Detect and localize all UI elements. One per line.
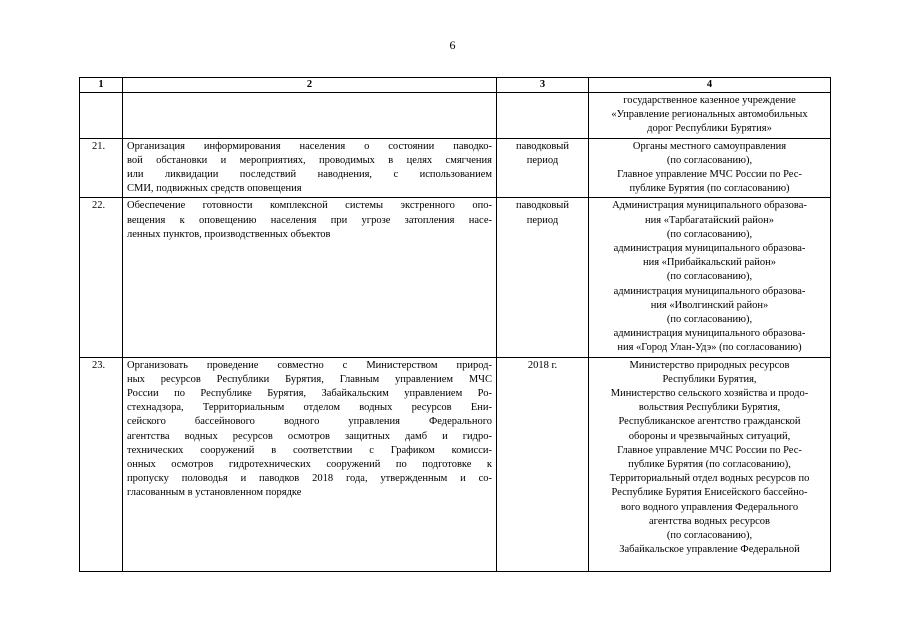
row-number: 22. (80, 198, 123, 357)
activity-cell-line: стехнадзора, Территориальным отделом водных ресурсов Ени- (127, 402, 492, 414)
period-cell (497, 357, 589, 571)
responsible-cell-line: (по согласованию), (666, 154, 753, 166)
responsible-cell-line: вольствия Республики Бурятия, (638, 402, 781, 414)
header-col-1: 1 (80, 78, 123, 93)
table-row (80, 198, 831, 357)
responsible-cell-line: ния «Иволгинский район» (650, 299, 769, 311)
activity-cell (123, 93, 497, 139)
responsible-cell-line: Республики Бурятия, (662, 373, 757, 385)
activity-cell-line: технических сооружений в соответствии с Графиком комисси- (127, 444, 492, 456)
responsible-cell-line: дорог Республики Бурятия» (647, 123, 772, 135)
responsible-cell-line: вого водного управления Федерального (620, 501, 799, 513)
activity-cell-line: пропуску половодья и паводков 2018 года, утвержденным и со- (127, 473, 492, 485)
row-number (80, 93, 123, 139)
responsible-cell-line: Главное управление МЧС России по Рес- (617, 169, 802, 181)
responsible-cell-line: администрация муниципального образова- (613, 285, 806, 297)
responsible-cell-line: Забайкальское управление Федеральной (619, 544, 800, 556)
responsible-cell-line: администрация муниципального образова- (613, 243, 806, 255)
responsible-cell-line: обороны и чрезвычайных ситуаций, (628, 430, 791, 442)
activity-cell-line: ных ресурсов Республики Бурятия, Главным управлением МЧС (127, 373, 492, 385)
responsible-cell-line: Республиканское агентство гражданской (618, 416, 801, 428)
period-cell (497, 138, 589, 198)
activity-cell-line: гласованным в установленном порядке (127, 487, 302, 499)
row-number: 23. (80, 357, 123, 571)
responsible-cell-line: администрация муниципального образова- (613, 328, 806, 340)
header-row (80, 78, 831, 93)
responsible-cell-line: Органы местного самоуправления (632, 140, 787, 152)
responsible-cell-line: Территориальный отдел водных ресурсов по (609, 473, 810, 485)
header-col-2: 2 (123, 78, 497, 93)
table-row (80, 93, 831, 139)
responsible-cell-line: Республике Бурятия Енисейского бассейно- (611, 487, 808, 499)
responsible-cell (589, 357, 831, 571)
responsible-cell-line: (по согласованию), (666, 314, 753, 326)
responsible-cell-line: публике Бурятия (по согласованию) (629, 183, 790, 195)
page-number: 6 (449, 38, 456, 52)
activity-cell-line: или ликвидации последствий наводнения, с использованием (127, 169, 492, 181)
header-col-3: 3 (497, 78, 589, 93)
responsible-cell-line: публике Бурятия (по согласованию), (628, 459, 791, 471)
responsible-cell-line: Министерство природных ресурсов (629, 359, 790, 371)
responsible-cell-line: ния «Тарбагатайский район» (645, 214, 774, 226)
period-cell-line: 2018 г. (527, 359, 558, 371)
activity-cell-line: Организовать проведение совместно с Министерством природ- (127, 359, 492, 371)
responsible-cell-line: Министерство сельского хозяйства и продо- (610, 388, 809, 400)
activity-cell-line: агентства водных ресурсов осмотров защитных дамб и гидро- (127, 430, 492, 442)
activity-cell-line: онных осмотров гидротехнических сооружений по подготовке к (127, 459, 492, 471)
responsible-cell-line: ния «Город Улан-Удэ» (по согласованию) (617, 342, 802, 354)
activity-cell (123, 357, 497, 571)
responsible-cell-line: «Управление региональных автомобильных (611, 109, 808, 121)
activity-cell-line: вой обстановки и мероприятиях, проводимых в целях смягчения (127, 154, 492, 166)
responsible-cell-line: Главное управление МЧС России по Рес- (617, 444, 802, 456)
activity-cell-line: Организация информирования населения о состоянии паводко- (127, 140, 492, 152)
period-cell (497, 93, 589, 139)
responsible-cell-line: Администрация муниципального образова- (612, 200, 807, 212)
activity-cell (123, 198, 497, 357)
period-cell (497, 198, 589, 357)
period-cell-line: период (526, 214, 559, 226)
responsible-cell-line: (по согласованию), (666, 271, 753, 283)
measures-table (79, 77, 831, 572)
responsible-cell (589, 198, 831, 357)
activity-cell-line: сейского бассейнового водного управления Федерального (127, 416, 492, 428)
table-row (80, 357, 831, 571)
activity-cell-line: России по Республике Бурятия, Забайкальским управлением Ро- (127, 388, 492, 400)
activity-cell-line: СМИ, подвижных средств оповещения (127, 183, 302, 195)
responsible-cell (589, 93, 831, 139)
activity-cell (123, 138, 497, 198)
period-cell-line: паводковый (516, 200, 569, 212)
responsible-cell-line: государственное казенное учреждение (623, 95, 796, 106)
activity-cell-line: Обеспечение готовности комплексной системы экстренного опо- (127, 200, 492, 212)
responsible-cell-line: (по согласованию), (666, 228, 753, 240)
responsible-cell (589, 138, 831, 198)
activity-cell-line: вещения к оповещению населения при угрозе затопления насе- (127, 214, 492, 226)
header-col-4: 4 (589, 78, 831, 93)
period-cell-line: паводковый (516, 140, 569, 152)
activity-cell-line: ленных пунктов, производственных объектов (127, 228, 331, 240)
responsible-cell-line: агентства водных ресурсов (649, 515, 770, 527)
period-cell-line: период (526, 154, 559, 166)
table-row (80, 138, 831, 198)
row-number: 21. (80, 138, 123, 198)
responsible-cell-line: (по согласованию), (666, 530, 753, 542)
responsible-cell-line: ния «Прибайкальский район» (642, 257, 776, 269)
